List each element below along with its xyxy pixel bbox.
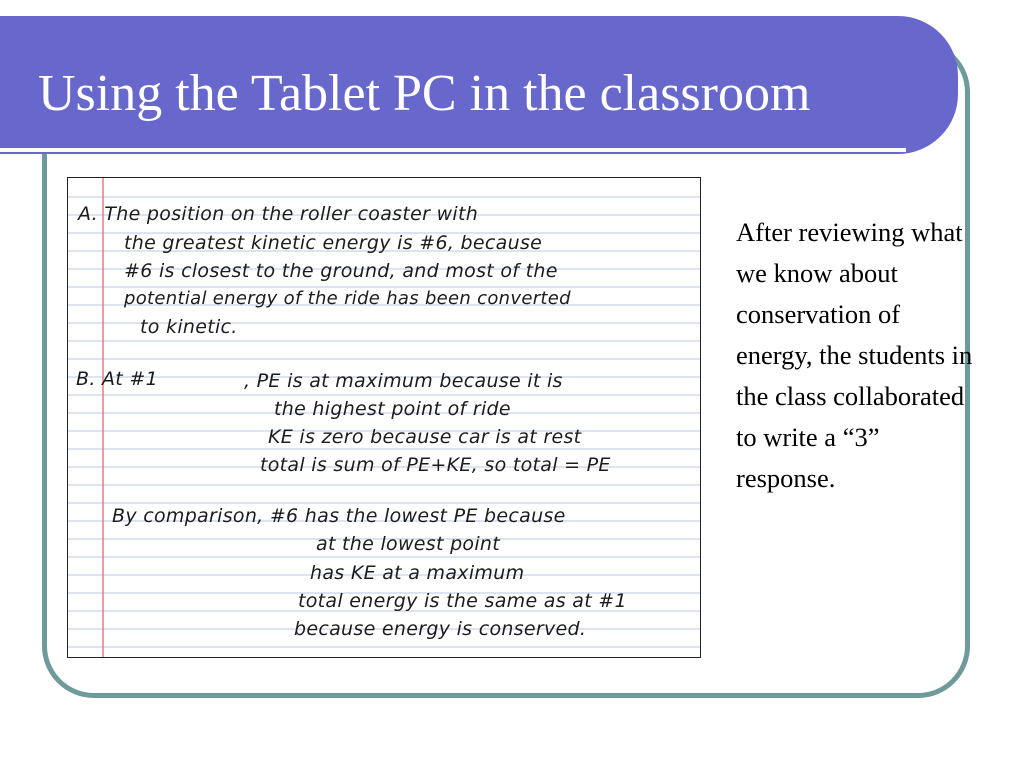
handwritten-line: A. The position on the roller coaster with	[78, 203, 479, 225]
side-caption: After reviewing what we know about conservation of energy, the students in the class collaborated to write a “3” response.	[736, 217, 973, 493]
handwritten-line: #6 is closest to the ground, and most of the	[124, 260, 558, 282]
handwritten-line: total energy is the same as at #1	[298, 590, 627, 612]
slide-title: Using the Tablet PC in the classroom	[38, 65, 811, 122]
handwritten-answer	[68, 178, 700, 657]
handwritten-line: has KE at a maximum	[310, 562, 525, 584]
handwritten-line: By comparison, #6 has the lowest PE because	[112, 505, 566, 527]
handwritten-line: KE is zero because car is at rest	[268, 426, 582, 448]
handwritten-line: the highest point of ride	[274, 398, 511, 420]
handwritten-line: B. At #1	[76, 368, 159, 390]
handwritten-line: at the lowest point	[316, 533, 501, 555]
handwritten-line: potential energy of the ride has been converted	[124, 288, 571, 309]
handwritten-line: to kinetic.	[140, 316, 238, 338]
title-bar	[0, 16, 958, 154]
handwritten-line: the greatest kinetic energy is #6, because	[124, 232, 543, 254]
handwritten-line: because energy is conserved.	[294, 618, 587, 640]
handwritten-note-image	[67, 177, 701, 658]
handwritten-line: , PE is at maximum because it is	[244, 370, 563, 392]
title-underline	[0, 148, 906, 152]
handwritten-line: total is sum of PE+KE, so total = PE	[260, 454, 611, 476]
